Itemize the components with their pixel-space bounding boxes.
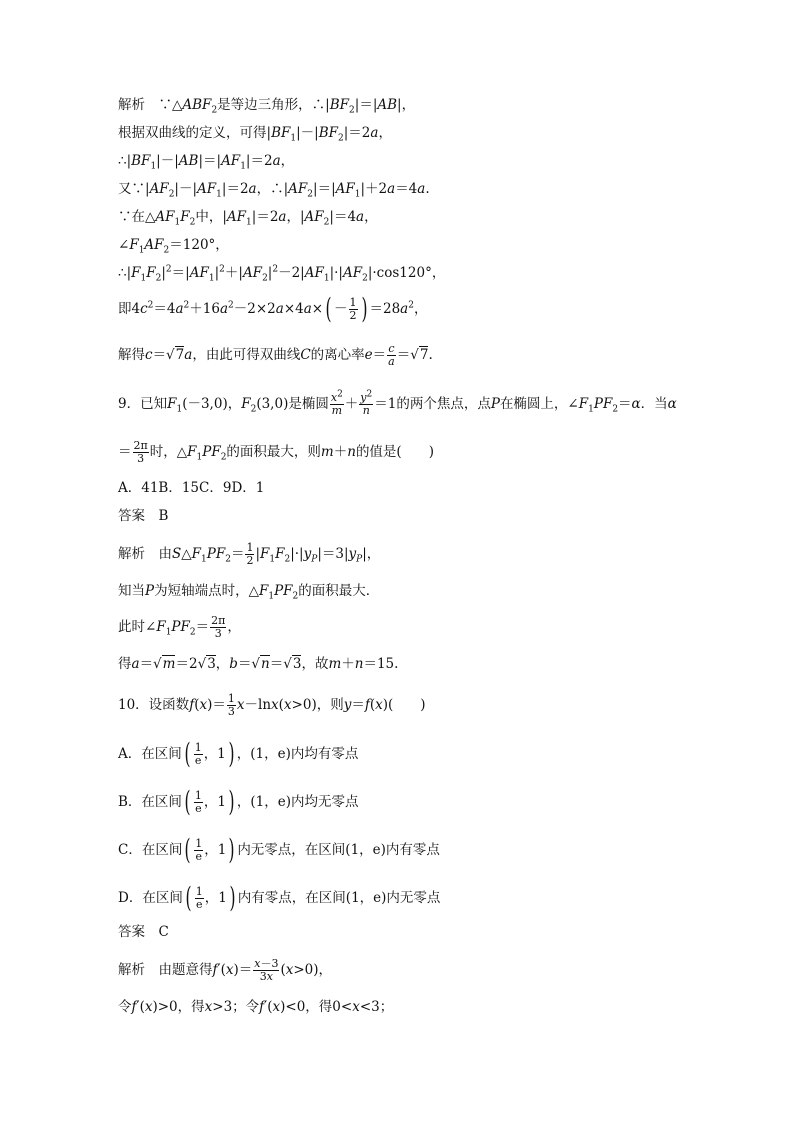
- line-text: 解析 $\because\triangle ABF_2$是等边三角形，$\therefore|BF_2|=|AB|$，: [118, 97, 416, 116]
- text-line: 此时$\angle F_1PF_2=$ $\frac{2\pi}{3}$ ，: [118, 614, 241, 640]
- text-line: 即$4c^2=4a^2+16a^2-2\times 2a\times 4a\times$( － $\frac{1}{2}$ ) $=28a^2$，: [118, 292, 428, 325]
- options-line: A．41B．15C．9D．1: [118, 480, 265, 496]
- text-line: $\therefore|BF_1|-|AB|=|AF_1|=2a$，: [118, 153, 295, 172]
- text-line: 解析 由$S\triangle F_1PF_2=$ $\frac{1}{2}$ $|F_1F_2|\cdot|y_P|=3|y_P|$，: [118, 541, 381, 567]
- text-line: 知当P为短轴端点时，$\triangle F_1PF_2$的面积最大．: [118, 583, 380, 602]
- text-line: 又$\because|AF_2|-|AF_1|=2a$，$\therefore|AF_2|=|AF_1|+2a=4a$.: [118, 181, 430, 200]
- option-d: D．在区间( $\frac{1}{e}$ ，1) 内有零点，在区间(1，e)内无零点: [118, 881, 441, 914]
- text-line: 解得c＝√7a，由此可得双曲线C的离心率e＝ $\frac{c}{a}$ ＝√7.: [118, 342, 433, 368]
- answer-line: 答案 C: [118, 924, 169, 940]
- text-line: 根据双曲线的定义，可得$|BF_1|-|BF_2|=2a$，: [118, 125, 392, 144]
- text-line: ∵在$\triangle AF_1F_2$中，$|AF_1|=2a$，$|AF_2|=4a$，: [118, 209, 378, 228]
- text-line: 解析 由题意得f′(x)＝ $\frac{x-3}{3x}$ (x>0)，: [118, 957, 333, 983]
- option-c: C．在区间( $\frac{1}{e}$ ，1) 内无零点，在区间(1，e)内有零点: [118, 833, 440, 866]
- answer-line: 答案 B: [118, 508, 169, 524]
- text-line: [118, 95, 415, 115]
- text-line: $\therefore|F_1F_2|^2=|AF_1|^2+|AF_2|^2-2|AF_1|\cdot|AF_2|\cdot\cos 120^\circ$，: [118, 264, 446, 284]
- option-b: B．在区间( $\frac{1}{e}$ ，1) ，(1，e)内均无零点: [118, 785, 359, 818]
- text-line: 得a＝√m＝2√3，b＝√n＝√3，故m＋n＝15.: [118, 656, 399, 672]
- question-10: 10．设函数f(x)＝ $\frac{1}{3}$ x－lnx(x>0)，则y＝f(x)( ): [118, 692, 426, 718]
- question-9: 9．已知$F_1(-3,0)$，$F_2(3,0)$是椭圆 $\frac{x^2}{m}$ ＋ $\frac{y^2}{n}$ ＝1的两个焦点，点P在椭圆上，$\angle F_1PF_2=\alpha$．当α: [118, 389, 677, 417]
- text-line: 令f′(x)>0，得x>3；令f′(x)<0，得0<x<3；: [118, 999, 394, 1015]
- text-line: $\angle F_1AF_2=120^\circ$，: [118, 237, 229, 256]
- text-line: ＝ $\frac{2\pi}{3}$ 时，$\triangle F_1PF_2$的面积最大，则m＋n的值是( ): [118, 439, 434, 465]
- option-a: A．在区间( $\frac{1}{e}$ ，1) ，(1，e)内均有零点: [118, 737, 359, 770]
